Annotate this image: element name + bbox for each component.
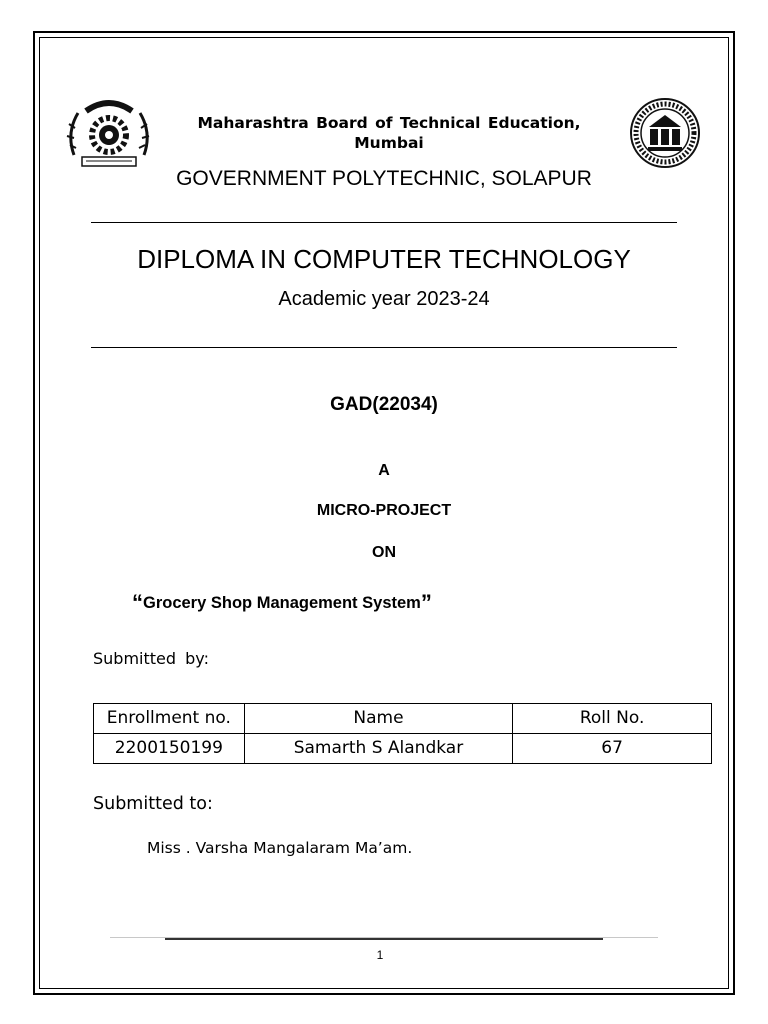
board-name <box>170 113 608 153</box>
table-header-row <box>94 704 712 734</box>
heading-a: A <box>378 462 390 479</box>
subject-code: GAD(22034) <box>330 394 438 415</box>
institute-name: GOVERNMENT POLYTECHNIC, SOLAPUR <box>176 167 592 190</box>
student-table <box>93 703 712 764</box>
heading-on: ON <box>372 544 396 561</box>
board-name-line2: Mumbai <box>354 134 424 152</box>
submitted-to-label: Submitted to: <box>93 794 213 814</box>
cell-name: Samarth S Alandkar <box>244 734 513 764</box>
footer-rule-dark <box>165 938 603 940</box>
program-title: DIPLOMA IN COMPUTER TECHNOLOGY <box>137 244 631 274</box>
submitted-by-label: Submitted by: <box>93 649 209 668</box>
close-quote: ” <box>420 590 432 615</box>
page-number: 1 <box>376 948 384 962</box>
divider-bottom <box>91 347 677 348</box>
header-name: Name <box>244 704 513 734</box>
polytechnic-emblem-logo <box>64 93 154 173</box>
board-name-line1: Maharashtra Board of Technical Education, <box>197 114 581 132</box>
header-roll-no: Roll No. <box>513 704 712 734</box>
open-quote: “ <box>132 590 143 615</box>
guide-name: Miss . Varsha Mangalaram Ma’am. <box>147 839 413 857</box>
academic-year: Academic year 2023-24 <box>278 288 490 310</box>
project-title <box>132 590 552 616</box>
cell-enrollment: 2200150199 <box>94 734 245 764</box>
project-title-text: Grocery Shop Management System <box>143 594 421 612</box>
table-row <box>94 734 712 764</box>
cell-roll-no: 67 <box>513 734 712 764</box>
heading-micro-project: MICRO-PROJECT <box>316 502 452 519</box>
header-enrollment: Enrollment no. <box>94 704 245 734</box>
divider-top <box>91 222 677 223</box>
msbte-seal-logo <box>622 97 708 169</box>
